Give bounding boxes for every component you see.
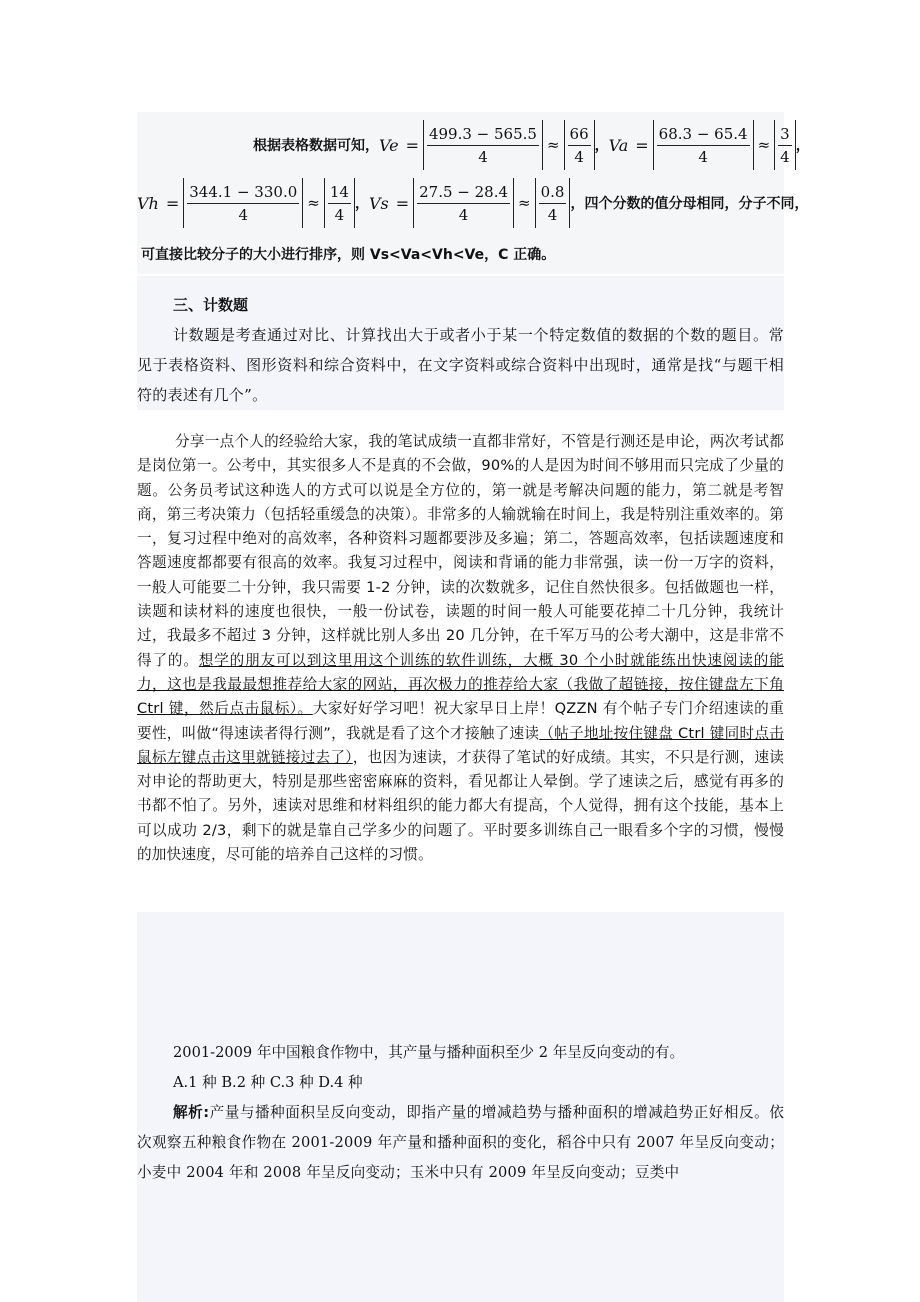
equals-sign: = xyxy=(165,193,180,213)
va-denominator: 4 xyxy=(698,147,708,166)
approx-sign: ≈ xyxy=(757,136,771,154)
section-counting xyxy=(137,276,784,410)
question-analysis xyxy=(137,1098,784,1188)
abs-vs xyxy=(413,178,514,228)
vs-numerator: 27.5 − 28.4 xyxy=(417,183,510,204)
experience-text-2: 大家好好学习吧！祝大家早日上岸！QZZN 有个帖子专门介绍速读的重要性，叫做“得速读者得行测”，我就是看了这个才接触了速读 xyxy=(137,700,784,742)
ve-numerator: 499.3 − 565.5 xyxy=(427,125,539,146)
formula-tail: ，四个分数的值分母相同，分子不同， xyxy=(570,196,809,212)
abs-va-result xyxy=(774,120,796,170)
formula-vh-var: Vh xyxy=(137,193,159,213)
vs-result-den: 4 xyxy=(547,205,558,224)
formula-conclusion: 可直接比较分子的大小进行排序，则 Vs<Va<Vh<Ve，C 正确。 xyxy=(141,247,556,263)
formula-image xyxy=(137,112,810,274)
vs-denominator: 4 xyxy=(458,205,469,224)
vs-result-num: 0.8 xyxy=(539,183,567,204)
vh-result-num: 14 xyxy=(328,183,351,204)
separator: ， xyxy=(354,196,369,212)
formula-row-3 xyxy=(141,244,555,264)
formula-ve-var: Ve xyxy=(379,135,399,155)
approx-sign: ≈ xyxy=(546,136,560,154)
equals-sign: = xyxy=(635,135,649,155)
experience-text-3: ，也因为速读，才获得了笔试的好成绩。其实，不只是行测，速读对申论的帮助更大，特别是那些密密麻麻的资料，看见都让人晕倒。学了速读之后，感觉有再多的书都不怕了。另外，速读对思维和材料组织的能力都大有提高，个人觉得，拥有这个技能，基本上可以成功 2/3，剩下的就是靠自己学多少的问题了。平时要多训练自己一眼看多个字的习惯，慢慢的加快速度，尽可能的培养自己这样的习惯。 xyxy=(137,748,784,864)
formula-row-1 xyxy=(253,120,810,170)
formula-row-2 xyxy=(137,178,808,228)
abs-ve xyxy=(423,120,543,170)
separator: ， xyxy=(795,138,810,154)
experience-paragraph xyxy=(137,430,784,867)
question-stem: 2001-2009 年中国粮食作物中，其产量与播种面积至少 2 年呈反向变动的有。 xyxy=(173,1044,685,1061)
section-heading: 三、计数题 xyxy=(173,296,249,314)
experience-text-1: 分享一点个人的经验给大家，我的笔试成绩一直都非常好，不管是行测还是申论，两次考试都是岗位第一。公考中，其实很多人不是真的不会做，90%的人是因为时间不够用而只完成了少量的题。公务员考试这种选人的方式可以说是全方位的，第一就是考解决问题的能力，第二就是考智商，第三考决策力（包括轻重缓急的决策）。非常多的人输就输在时间上，我是特别注重效率的。第一，复习过程中绝对的高效率，各种资料习题都要涉及多遍；第二，答题高效率，包括读题速度和答题速度都都要有很高的效率。我复习过程中，阅读和背诵的能力非常强，读一份一万字的资料，一般人可能要二十分钟，我只需要 1-2 分钟，读的次数就多，记住自然快很多。包括做题也一样，读题和读材料的速度也很快，一般一份试卷，读题的时间一般人可能要花掉二十几分钟，我统计过，我最多不超过 3 分钟，这样就比别人多出 20 几分钟，在千军万马的公考大潮中，这是非常不得了的。 xyxy=(137,433,784,669)
ve-result-den: 4 xyxy=(574,147,584,166)
approx-sign: ≈ xyxy=(518,194,531,212)
separator: ， xyxy=(594,138,609,154)
abs-va xyxy=(653,120,754,170)
equals-sign: = xyxy=(395,193,410,213)
approx-sign: ≈ xyxy=(307,194,320,212)
va-result-num: 3 xyxy=(778,125,792,146)
va-result-den: 4 xyxy=(780,147,790,166)
analysis-label: 解析: xyxy=(173,1104,210,1121)
abs-vh-result xyxy=(324,178,355,228)
abs-ve-result xyxy=(564,120,595,170)
forum-post-link[interactable]: （帖子地址按住键盘 Ctrl 键同时点击鼠标左键点击这里就链接过去了） xyxy=(137,724,784,766)
abs-vs-result xyxy=(535,178,571,228)
formula-va-var: Va xyxy=(608,135,629,155)
section-paragraph: 计数题是考查通过对比、计算找出大于或者小于某一个特定数值的数据的个数的题目。常见于表格资料、图形资料和综合资料中，在文字资料或综合资料中出现时，通常是找“与题干相符的表述有几个”。 xyxy=(137,326,784,404)
analysis-text: 产量与播种面积呈反向变动，即指产量的增减趋势与播种面积的增减趋势正好相反。依次观察五种粮食作物在 2001-2009 年产量和播种面积的变化，稻谷中只有 2007 年呈反向变动；小麦中 2004 年和 2008 年呈反向变动；玉米中只有 2009 年呈反向变动；豆类中 xyxy=(137,1104,785,1181)
formula-vs-var: Vs xyxy=(368,193,389,213)
ve-denominator: 4 xyxy=(478,147,488,166)
vh-denominator: 4 xyxy=(238,205,249,224)
equals-sign: = xyxy=(405,135,419,155)
question-options: A.1 种 B.2 种 C.3 种 D.4 种 xyxy=(173,1074,363,1091)
vh-result-den: 4 xyxy=(334,205,345,224)
ve-result-num: 66 xyxy=(568,125,591,146)
vh-numerator: 344.1 − 330.0 xyxy=(187,183,299,204)
formula-intro: 根据表格数据可知， xyxy=(253,138,379,154)
training-link[interactable]: 想学的朋友可以到这里用这个训练的软件训练，大概 30 个小时就能练出快速阅读的能力，这也是我最最想推荐给大家的网站，再次极力的推荐给大家（我做了超链接，按住键盘左下角 Ctrl 键，然后点击鼠标）。 xyxy=(137,651,784,718)
va-numerator: 68.3 − 65.4 xyxy=(657,125,750,146)
abs-vh xyxy=(183,178,303,228)
